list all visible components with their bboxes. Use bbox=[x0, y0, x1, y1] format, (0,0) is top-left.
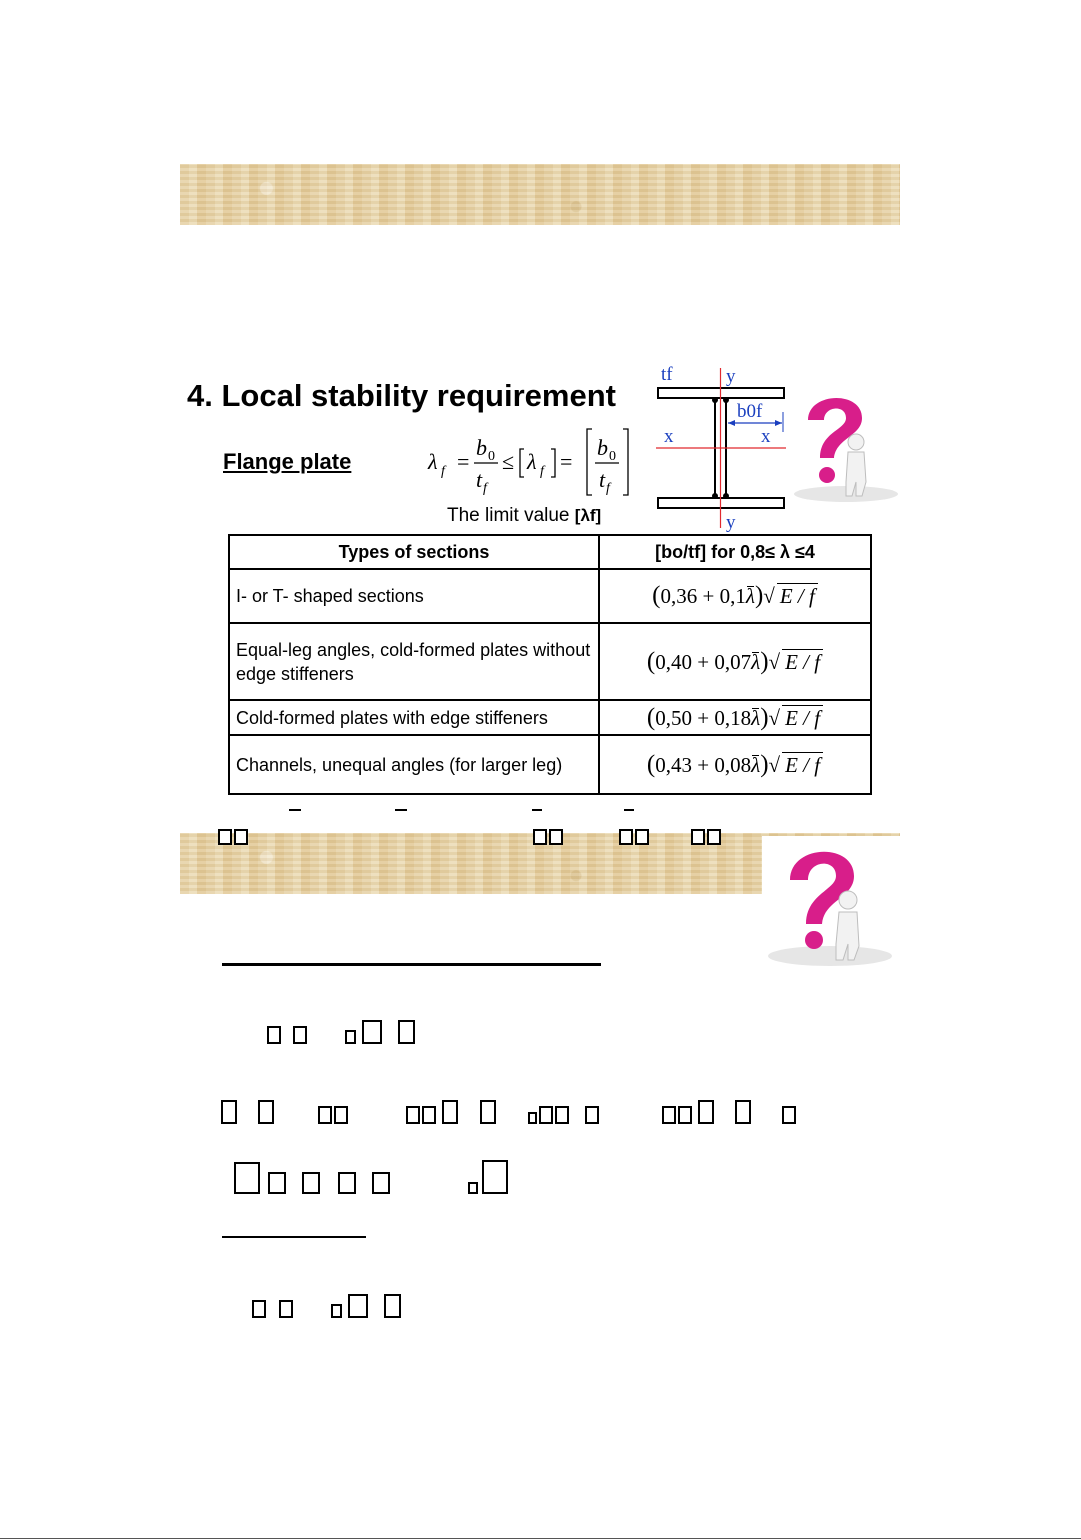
svg-text:=: = bbox=[560, 449, 573, 474]
overbar-mark bbox=[289, 809, 301, 811]
overbar-mark bbox=[395, 809, 407, 811]
coef-a: 0,50 bbox=[655, 705, 692, 730]
missing-glyph-box bbox=[691, 829, 705, 845]
limit-formula: (0,40 + 0,07λ)√ E / f bbox=[599, 623, 871, 700]
table-row bbox=[229, 700, 871, 735]
sqrt-term: E / f bbox=[782, 705, 823, 731]
slide-title: 4. Local stability requirement bbox=[187, 378, 616, 413]
section-type: I- or T- shaped sections bbox=[229, 569, 599, 623]
coef-b: 0,08 bbox=[714, 752, 752, 777]
header-types-of-sections: Types of sections bbox=[229, 535, 599, 569]
limit-formula: (0,36 + 0,1λ)√ E / f bbox=[599, 569, 871, 623]
coef-b: 0,18 bbox=[714, 705, 752, 730]
flange-plate-label: Flange plate bbox=[223, 449, 352, 474]
overbar-mark bbox=[624, 809, 634, 811]
section-type: Cold-formed plates with edge stiffeners bbox=[229, 700, 599, 735]
missing-glyph-box bbox=[482, 1160, 508, 1194]
missing-glyph-box bbox=[334, 1106, 348, 1124]
missing-glyph-box bbox=[338, 1172, 356, 1194]
missing-glyph-box bbox=[345, 1030, 356, 1044]
label-x-right: x bbox=[761, 426, 771, 447]
missing-glyph-box bbox=[331, 1304, 342, 1318]
label-b0f: b0f bbox=[737, 401, 763, 422]
svg-text:0: 0 bbox=[609, 449, 616, 464]
svg-text:λ: λ bbox=[428, 449, 438, 474]
svg-text:λ: λ bbox=[527, 449, 537, 474]
label-x-left: x bbox=[664, 426, 674, 447]
limit-value-table bbox=[228, 534, 872, 795]
sqrt-term: E / f bbox=[777, 583, 818, 609]
header-band bbox=[180, 164, 900, 225]
missing-glyph-box bbox=[585, 1106, 599, 1124]
missing-glyph-box bbox=[302, 1172, 320, 1194]
missing-glyph-box bbox=[555, 1106, 569, 1124]
question-figure-icon bbox=[786, 386, 900, 504]
missing-glyph-box bbox=[480, 1100, 496, 1124]
heading-underline-short bbox=[222, 1236, 366, 1238]
missing-glyph-box bbox=[549, 829, 563, 845]
coef-a: 0,43 bbox=[655, 752, 692, 777]
missing-glyph-box bbox=[218, 829, 232, 845]
label-y-bottom: y bbox=[726, 512, 736, 532]
coef-a: 0,40 bbox=[655, 649, 692, 674]
missing-glyph-box bbox=[678, 1106, 692, 1124]
svg-text:f: f bbox=[483, 481, 487, 496]
missing-glyph-box bbox=[221, 1100, 237, 1124]
limit-value-label bbox=[447, 505, 601, 527]
limit-formula: (0,43 + 0,08λ)√ E / f bbox=[599, 735, 871, 794]
limit-value-symbol: [λf] bbox=[574, 506, 602, 525]
heading-underline bbox=[222, 963, 601, 966]
missing-glyph-box bbox=[348, 1294, 368, 1318]
svg-text:t: t bbox=[476, 467, 483, 492]
svg-text:b: b bbox=[597, 435, 608, 460]
sqrt-term: E / f bbox=[782, 752, 823, 778]
svg-text:0: 0 bbox=[488, 449, 495, 464]
missing-glyph-box bbox=[234, 829, 248, 845]
table-row bbox=[229, 623, 871, 700]
label-y-top: y bbox=[726, 366, 736, 387]
svg-text:f: f bbox=[441, 464, 445, 479]
missing-glyph-box bbox=[698, 1100, 714, 1124]
question-figure-icon-2 bbox=[762, 836, 900, 972]
missing-glyph-box bbox=[782, 1106, 796, 1124]
missing-glyph-box bbox=[279, 1300, 293, 1318]
missing-glyph-box bbox=[318, 1106, 332, 1124]
section-type: Channels, unequal angles (for larger leg) bbox=[229, 735, 599, 794]
page-bottom-rule bbox=[0, 1538, 1081, 1539]
svg-text:f: f bbox=[606, 481, 610, 496]
missing-glyph-box bbox=[735, 1100, 751, 1124]
i-beam-diagram bbox=[650, 360, 790, 532]
svg-text:b: b bbox=[476, 435, 487, 460]
missing-glyph-box bbox=[384, 1294, 401, 1318]
missing-glyph-box bbox=[252, 1300, 266, 1318]
overbar-mark bbox=[532, 809, 542, 811]
section-type: Equal-leg angles, cold-formed plates without edge stiffeners bbox=[229, 623, 599, 700]
missing-glyph-box bbox=[635, 829, 649, 845]
coef-b: 0,1 bbox=[719, 584, 746, 608]
header-limit: [bo/tf] for 0,8≤ λ ≤4 bbox=[599, 535, 871, 569]
missing-glyph-box bbox=[268, 1172, 286, 1194]
missing-glyph-box bbox=[533, 829, 547, 845]
missing-glyph-box bbox=[293, 1026, 307, 1044]
missing-glyph-box bbox=[468, 1182, 478, 1194]
limit-value-text: The limit value bbox=[447, 505, 575, 526]
coef-b: 0,07 bbox=[714, 649, 752, 674]
svg-text:≤: ≤ bbox=[502, 449, 515, 474]
svg-text:=: = bbox=[457, 449, 470, 474]
missing-glyph-box bbox=[528, 1112, 537, 1124]
missing-glyph-box bbox=[267, 1026, 281, 1044]
missing-glyph-box bbox=[422, 1106, 436, 1124]
missing-glyph-box bbox=[662, 1106, 676, 1124]
missing-glyph-box bbox=[362, 1020, 382, 1044]
missing-glyph-box bbox=[398, 1020, 415, 1044]
svg-text:f: f bbox=[540, 464, 544, 479]
flange-slenderness-formula bbox=[420, 425, 635, 500]
label-tf: tf bbox=[661, 364, 673, 385]
coef-a: 0,36 bbox=[660, 584, 698, 608]
missing-glyph-box bbox=[442, 1100, 458, 1124]
limit-formula: (0,50 + 0,18λ)√ E / f bbox=[599, 700, 871, 735]
sqrt-term: E / f bbox=[782, 649, 823, 675]
missing-glyph-box bbox=[258, 1100, 274, 1124]
missing-glyph-box bbox=[234, 1162, 260, 1194]
missing-glyph-box bbox=[372, 1172, 390, 1194]
missing-glyph-box bbox=[707, 829, 721, 845]
missing-glyph-box bbox=[406, 1106, 420, 1124]
table-row bbox=[229, 569, 871, 623]
svg-text:t: t bbox=[599, 467, 606, 492]
table-row bbox=[229, 735, 871, 794]
missing-glyph-box bbox=[539, 1106, 553, 1124]
missing-glyph-box bbox=[619, 829, 633, 845]
